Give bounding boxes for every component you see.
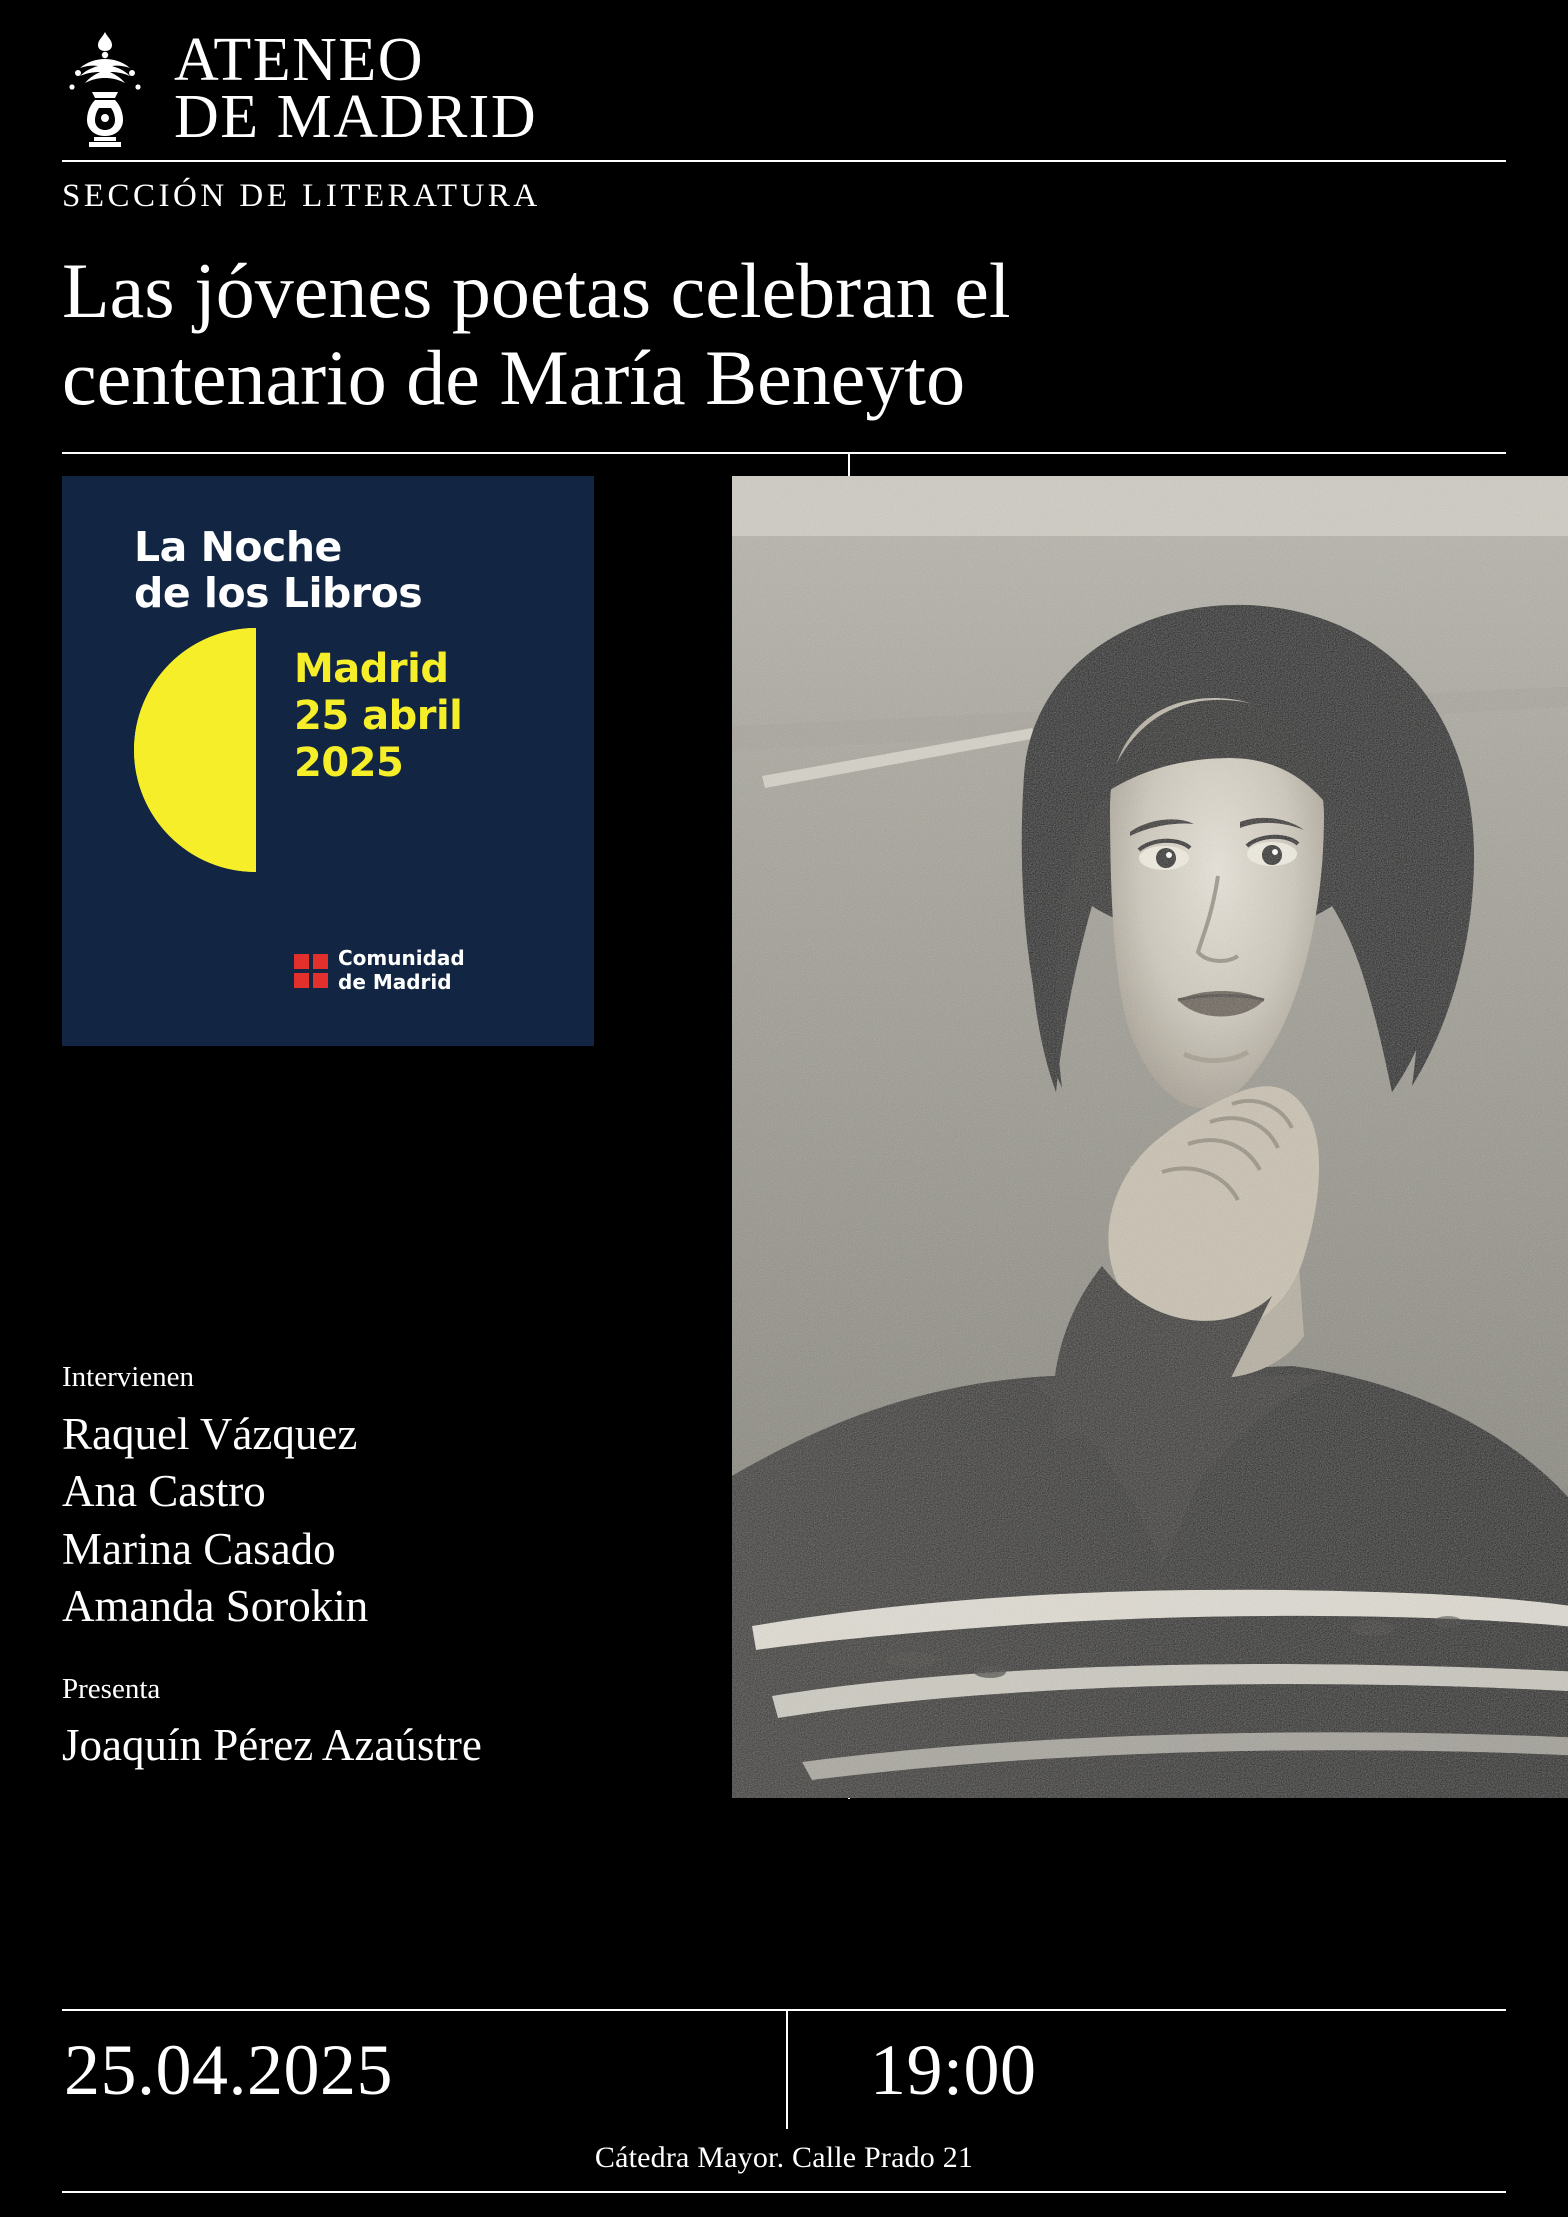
participants-kicker: Intervienen xyxy=(62,1361,195,1394)
participants-block xyxy=(62,1358,662,1774)
noche-logo-title-line2: de los Libros xyxy=(134,569,423,618)
presenter-kicker: Presenta xyxy=(62,1672,161,1705)
portrait-photo xyxy=(732,476,1568,1798)
left-column xyxy=(62,454,662,1799)
noche-logo-city: Madrid xyxy=(294,645,449,692)
list-item: Raquel Vázquez xyxy=(62,1408,358,1459)
presenter-name: Joaquín Pérez Azaústre xyxy=(62,1720,482,1771)
organization-name-line1: ATENEO xyxy=(174,25,425,94)
organization-name xyxy=(174,25,538,151)
page-title-line2: centenario de María Beneyto xyxy=(62,334,966,422)
page-title-line1: Las jóvenes poetas celebran el xyxy=(62,247,1011,334)
poster-footer xyxy=(62,2009,1506,2217)
noche-logo-date xyxy=(294,646,462,788)
comunidad-de-madrid-text xyxy=(338,947,465,993)
event-venue: Cátedra Mayor. Calle Prado 21 xyxy=(594,2141,974,2174)
comunidad-de-madrid-icon xyxy=(294,954,328,988)
participants-list xyxy=(62,1406,662,1636)
noche-logo-title xyxy=(134,524,422,617)
noche-logo-year: 2025 xyxy=(294,740,404,787)
list-item: Amanda Sorokin xyxy=(62,1581,369,1632)
ateneo-crest-icon xyxy=(62,30,148,150)
half-circle-icon xyxy=(134,628,256,872)
sponsor-line1: Comunidad xyxy=(338,946,465,971)
footer-column-divider xyxy=(786,2011,788,2129)
noche-logo-day: 25 abril xyxy=(294,692,463,739)
page-title xyxy=(62,221,1506,452)
sponsor-line2: de Madrid xyxy=(338,969,452,994)
poster-header xyxy=(62,0,1506,160)
event-date: 25.04.2025 xyxy=(64,2029,393,2110)
noche-de-los-libros-logo xyxy=(62,476,594,1046)
event-datetime-row xyxy=(62,2011,1506,2129)
right-column xyxy=(662,454,1568,1799)
noche-logo-title-line1: La Noche xyxy=(134,522,342,571)
footer-divider-bottom xyxy=(62,2191,1506,2193)
organization-name-line2: DE MADRID xyxy=(174,82,538,151)
comunidad-de-madrid-logo xyxy=(294,947,465,993)
list-item: Ana Castro xyxy=(62,1466,266,1517)
list-item: Marina Casado xyxy=(62,1523,336,1574)
section-label: SECCIÓN DE LITERATURA xyxy=(62,178,541,214)
poster-body xyxy=(62,454,1506,1799)
event-time: 19:00 xyxy=(870,2029,1037,2110)
